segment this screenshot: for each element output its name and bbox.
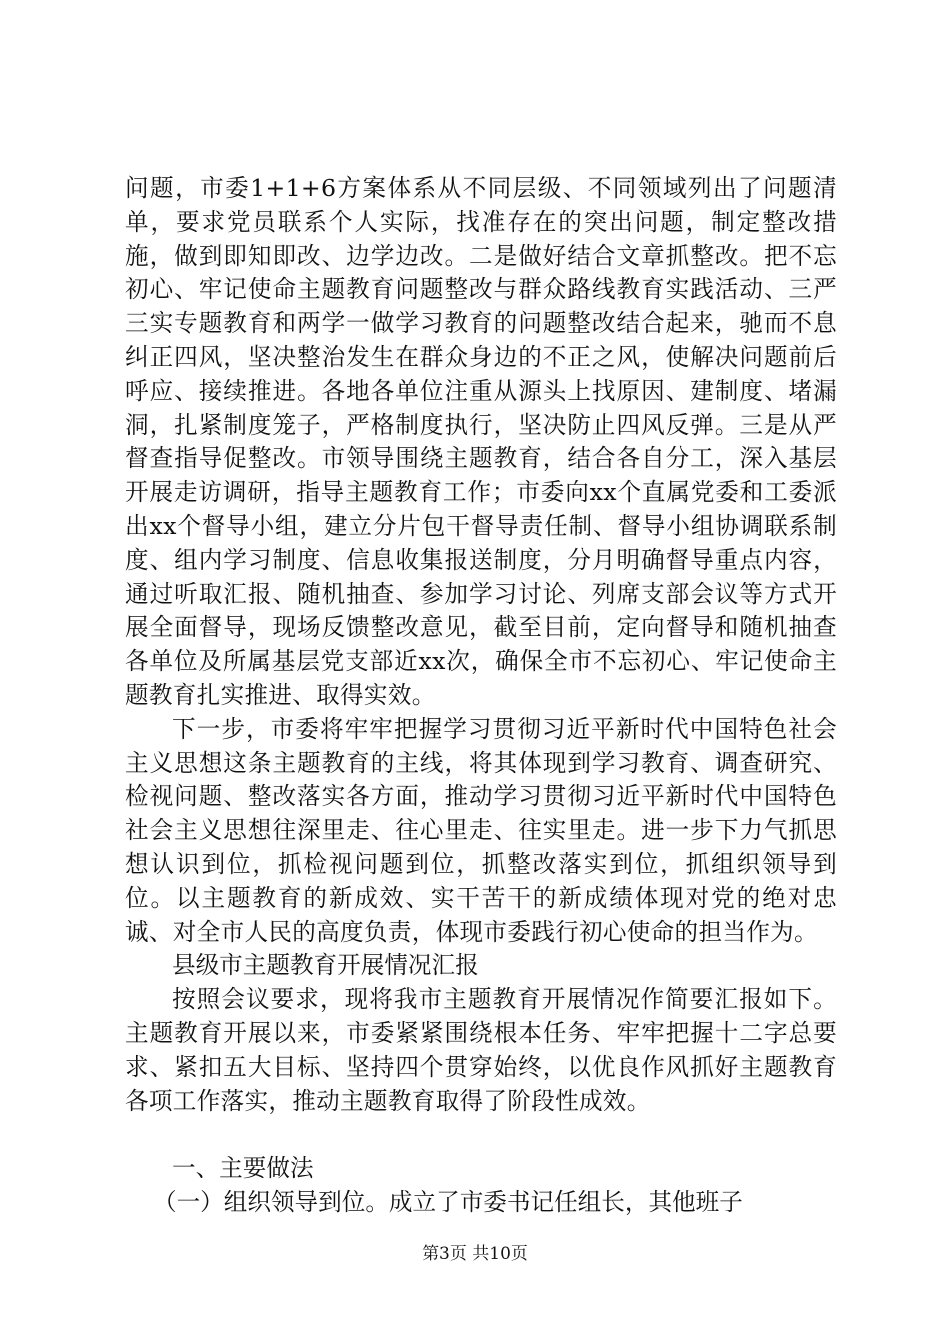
report-intro-paragraph: 按照会议要求，现将我市主题教育开展情况作简要汇报如下。主题教育开展以来，市委紧紧围绕根本任务、牢牢把握十二字总要求、紧扣五大目标、坚持四个贯穿始终，以优良作风抓好主题教育各项工作落实，推动主题教育取得了阶段性成效。: [125, 985, 837, 1115]
page-footer: 第3页 共10页: [422, 1244, 528, 1264]
section-heading: 一、主要做法: [172, 1154, 314, 1183]
report-title: 县级市主题教育开展情况汇报: [172, 951, 479, 980]
body-paragraph-next-steps: 下一步，市委将牢牢把握学习贯彻习近平新时代中国特色社会主义思想这条主题教育的主线，将其体现到学习教育、调查研究、检视问题、整改落实各方面，推动学习贯彻习近平新时代中国特色社会主义思想往深里走、往心里走、往实里走。进一步下力气抓思想认识到位，抓检视问题到位，抓整改落实到位，抓组织领导到位。以主题教育的新成效、实干苦干的新成绩体现对党的绝对忠诚、对全市人民的高度负责，体现市委践行初心使命的担当作为。: [125, 714, 837, 946]
subsection-line: （一）组织领导到位。成立了市委书记任组长，其他班子: [153, 1188, 743, 1217]
paragraph-spacer: [125, 1118, 837, 1152]
body-paragraph-continuation: 问题，市委1+1+6方案体系从不同层级、不同领域列出了问题清单，要求党员联系个人实际，找准存在的突出问题，制定整改措施，做到即知即改、边学边改。二是做好结合文章抓整改。把不忘初心、牢记使命主题教育问题整改与群众路线教育实践活动、三严三实专题教育和两学一做学习教育的问题整改结合起来，驰而不息纠正四风，坚决整治发生在群众身边的不正之风，使解决问题前后呼应、接续推进。各地各单位注重从源头上找原因、建制度、堵漏洞，扎紧制度笼子，严格制度执行，坚决防止四风反弹。三是从严督查指导促整改。市领导围绕主题教育，结合各自分工，深入基层开展走访调研，指导主题教育工作；市委向xx个直属党委和工委派出xx个督导小组，建立分片包干督导责任制、督导小组协调联系制度、组内学习制度、信息收集报送制度，分月明确督导重点内容，通过听取汇报、随机抽查、参加学习讨论、列席支部会议等方式开展全面督导，现场反馈整改意见，截至目前，定向督导和随机抽查各单位及所属基层党支部近xx次，确保全市不忘初心、牢记使命主题教育扎实推进、取得实效。: [125, 174, 837, 709]
document-body: [125, 172, 837, 1220]
